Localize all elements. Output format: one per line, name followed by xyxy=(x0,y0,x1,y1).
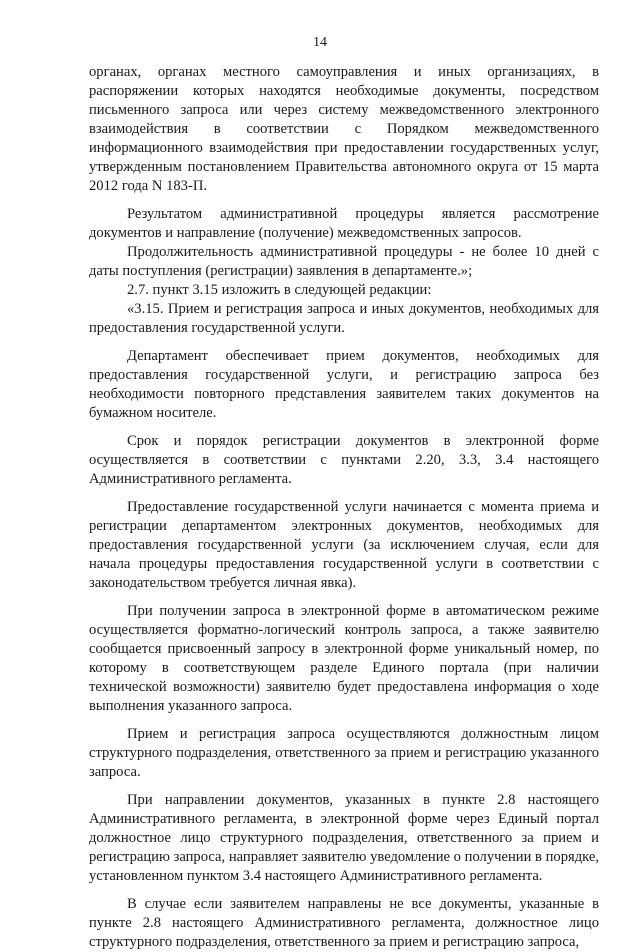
paragraph-3-15-heading: «3.15. Прием и регистрация запроса и иных документов, необходимых для предоставления государственной услуги. xyxy=(89,301,599,336)
paragraph-amendment: 2.7. пункт 3.15 изложить в следующей редакции: xyxy=(127,282,432,298)
paragraph-duration: Продолжительность административной процедуры - не более 10 дней с даты поступления (регистрации) заявления в департаменте.»; xyxy=(89,244,599,279)
paragraph-department: Департамент обеспечивает прием документов, необходимых для предоставления государственной услуги, и регистрацию запроса без необходимости повторного представления заявителем таких документов на бумажном носителе. xyxy=(89,348,599,421)
paragraph-notification: При направлении документов, указанных в пункте 2.8 настоящего Административного регламента, в электронной форме через Единый портал должностное лицо структурного подразделения, ответственного за прием и регистрацию запроса, направляет заявителю уведомление о получении в порядке, установленном пунктом 3.4 настоящего Административного регламента. xyxy=(89,792,599,884)
paragraph-responsible-official: Прием и регистрация запроса осуществляются должностным лицом структурного подразделения, ответственного за прием и регистрацию указанного запроса. xyxy=(89,726,599,780)
paragraph-continuation: органах, органах местного самоуправления и иных организациях, в распоряжении которых находятся необходимые документы, посредством письменного запроса или через систему межведомственного электронного взаимодействия в соответствии с Порядком межведомственного информационного взаимодействия при предоставлении государственных услуг, утвержденным постановлением Правительства автономного округа от 15 марта 2012 года N 183-П. xyxy=(89,64,599,194)
paragraph-incomplete-documents: В случае если заявителем направлены не все документы, указанные в пункте 2.8 настоящего Административного регламента, должностное лицо структурного подразделения, ответственного за прием и регистрацию запроса, xyxy=(89,896,599,950)
document-body xyxy=(89,63,599,952)
paragraph-result: Результатом административной процедуры является рассмотрение документов и направление (получение) межведомственных запросов. xyxy=(89,206,599,241)
paragraph-service-start: Предоставление государственной услуги начинается с момента приема и регистрации департаментом электронных документов, необходимых для предоставления государственной услуги (за исключением случая, если для начала процедуры предоставления государственной услуги в соответствии с законодательством требуется личная явка). xyxy=(89,499,599,591)
paragraph-registration-term: Срок и порядок регистрации документов в электронной форме осуществляется в соответствии с пунктами 2.20, 3.3, 3.4 настоящего Административного регламента. xyxy=(89,433,599,487)
paragraph-electronic-request: При получении запроса в электронной форме в автоматическом режиме осуществляется форматно-логический контроль запроса, а также заявителю сообщается присвоенный запросу в электронной форме уникальный номер, по которому в соответствующем разделе Единого портала (при наличии технической возможности) заявителю будет предоставлена информация о ходе выполнения указанного запроса. xyxy=(89,603,599,714)
page-number: 14 xyxy=(313,35,327,50)
